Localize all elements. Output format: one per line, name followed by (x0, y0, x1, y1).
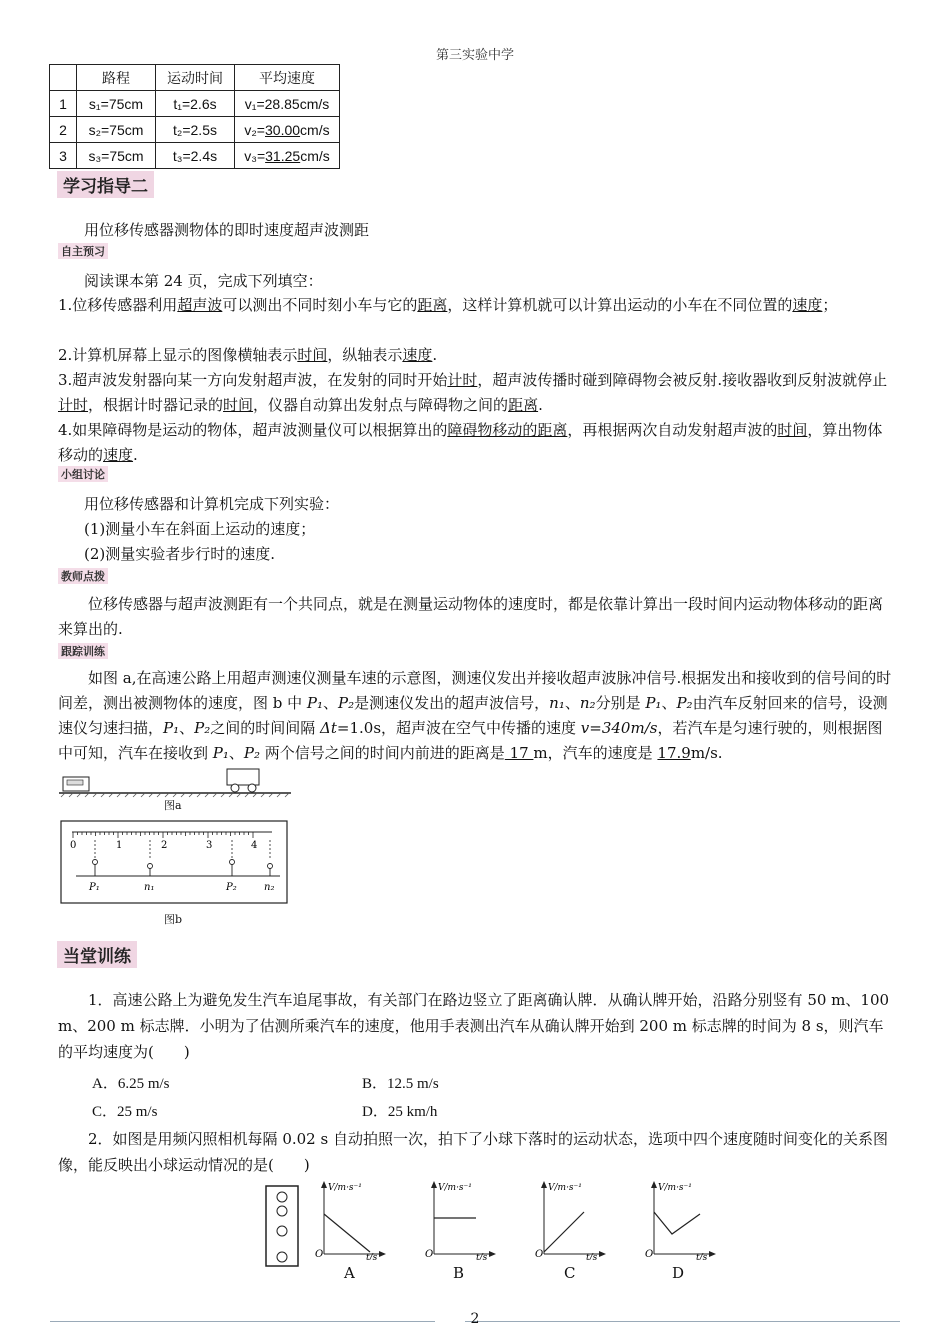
graph-b (422, 1178, 498, 1260)
graph-d (642, 1178, 718, 1260)
option-d: D．25 km/h (362, 1104, 438, 1120)
discuss-item-1: (1)测量小车在斜面上运动的速度； (84, 520, 316, 538)
graph-x-label: t/s (366, 1253, 378, 1260)
section-banner-guide2: 学习指导二 (57, 171, 154, 198)
signal-label: n₁ (144, 882, 155, 893)
training-question-2: 2．如图是用频闪照相机每隔 0.02 s 自动拍照一次，拍下了小球下落时的运动状态，选项中四个速度随时间变化的关系图像，能反映出小球运动情况的是( ) (58, 1130, 888, 1174)
graph-x-label: t/s (696, 1253, 708, 1260)
option-b: B．12.5 m/s (362, 1076, 439, 1092)
tick-label: 0 (70, 840, 77, 851)
teacher-note: 位移传感器与超声波测距有一个共同点，就是在测量运动物体的速度时，都是依靠计算出一段时间内运动物体移动的距离来算出的. (58, 595, 884, 638)
figure-a-caption: 图a (164, 799, 182, 812)
question-2: 2.计算机屏幕上显示的图像横轴表示时间，纵轴表示速度. (58, 346, 438, 364)
time-cell: t₁=2.6s (156, 91, 235, 117)
table-row (50, 143, 340, 169)
table-row (50, 91, 340, 117)
graph-origin: O (425, 1249, 434, 1260)
graph-c (532, 1178, 608, 1260)
speed-gun-icon (63, 777, 89, 791)
tag-teacher: 教师点拨 (58, 568, 108, 584)
distance-cell: s₃=75cm (77, 143, 156, 169)
distance-cell: s₂=75cm (77, 117, 156, 143)
training-question-1: 1．高速公路上为避免发生汽车追尾事故，有关部门在路边竖立了距离确认牌．从确认牌开始，沿路分别竖有 50 m、100 m、200 m 标志牌．小明为了估测所乘汽车的速度，他用手表测出汽车从确认牌开始到 200 m 标志牌的时间为 8 s，则汽车的平均速度为( ) (58, 991, 890, 1061)
discuss-item-2: (2)测量实验者步行时的速度. (84, 545, 276, 563)
question-4: 4.如果障碍物是运动的物体，超声波测量仪可以根据算出的障碍物移动的距离，再根据两次自动发射超声波的时间，算出物体移动的速度. (58, 421, 883, 464)
tag-preview: 自主预习 (58, 243, 108, 259)
graph-letter-a: A (344, 1264, 355, 1282)
signal-label: P₁ (89, 882, 100, 893)
graph-y-label: V/m·s⁻¹ (328, 1183, 362, 1193)
graph-y-label: V/m·s⁻¹ (658, 1183, 692, 1193)
row-number: 2 (50, 117, 77, 143)
preview-intro: 阅读课本第 24 页，完成下列填空： (84, 272, 323, 290)
table-row (50, 117, 340, 143)
speed-cell: v₃=31.25cm/s (235, 143, 340, 169)
time-cell: t₃=2.4s (156, 143, 235, 169)
tick-label: 4 (251, 840, 258, 851)
tick-label: 3 (206, 840, 213, 851)
car-icon (227, 769, 259, 792)
graph-x-label: t/s (476, 1253, 488, 1260)
page-number: 2 (470, 1311, 480, 1327)
option-a: A．6.25 m/s (92, 1076, 170, 1092)
tick-label: 2 (161, 840, 168, 851)
table-header-cell: 运动时间 (156, 65, 235, 91)
speed-cell: v₂=30.00cm/s (235, 117, 340, 143)
tag-track: 跟踪训练 (58, 643, 108, 659)
topic-line: 用位移传感器测物体的即时速度超声波测距 (84, 221, 370, 239)
discuss-intro: 用位移传感器和计算机完成下列实验： (84, 495, 340, 513)
graph-origin: O (645, 1249, 654, 1260)
graph-x-label: t/s (586, 1253, 598, 1260)
table-header-cell (50, 65, 77, 91)
tag-discuss: 小组讨论 (58, 466, 108, 482)
question-1: 1.位移传感器利用超声波可以测出不同时刻小车与它的距离，这样计算机就可以计算出运动的小车在不同位置的速度； (58, 296, 838, 314)
graph-origin: O (315, 1249, 324, 1260)
strobe-photo-figure (262, 1182, 302, 1270)
graph-y-label: V/m·s⁻¹ (438, 1183, 472, 1193)
row-number: 1 (50, 91, 77, 117)
figure-b-signal-scale (58, 818, 290, 906)
school-header: 第三实验中学 (435, 48, 514, 63)
signal-label: P₂ (226, 882, 237, 893)
speed-cell: v₁=28.85cm/s (235, 91, 340, 117)
graph-origin: O (535, 1249, 544, 1260)
speed-table (49, 64, 340, 169)
graph-letter-d: D (672, 1264, 685, 1282)
table-header-cell: 平均速度 (235, 65, 340, 91)
table-header-cell: 路程 (77, 65, 156, 91)
signal-label: n₂ (264, 882, 275, 893)
figure-b-caption: 图b (164, 913, 183, 926)
graph-a (312, 1178, 388, 1260)
option-c: C．25 m/s (92, 1104, 158, 1120)
question-3: 3.超声波发射器向某一方向发射超声波，在发射的同时开始计时，超声波传播时碰到障碍物会被反射.接收器收到反射波就停止计时，根据计时器记录的时间，仪器自动算出发射点与障碍物之间的距离. (58, 371, 888, 414)
distance-cell: s₁=75cm (77, 91, 156, 117)
section-banner-training: 当堂训练 (57, 941, 137, 968)
graph-letter-c: C (564, 1264, 576, 1282)
table-header-row (50, 65, 340, 91)
tick-label: 1 (116, 840, 123, 851)
track-problem: 如图 a,在高速公路上用超声测速仪测量车速的示意图，测速仪发出并接收超声波脉冲信号.根据发出和接收到的信号间的时间差，测出被测物体的速度，图 b 中 P₁、P₂是测速仪发出的超声波信号，n₁、n₂分别是 P₁、P₂由汽车反射回来的信号，设测速仪匀速扫描，P₁、P₂之间的时间间隔 Δt=1.0s，超声波在空气中传播的速度 v=340m/s，若汽车是匀速行驶的，则根据图中可知，汽车在接收到 P₁、P₂ 两个信号之间的时间内前进的距离是 17 m，汽车的速度是 17.9m/s. (58, 669, 892, 762)
time-cell: t₂=2.5s (156, 117, 235, 143)
row-number: 3 (50, 143, 77, 169)
graph-letter-b: B (453, 1264, 465, 1282)
graph-y-label: V/m·s⁻¹ (548, 1183, 582, 1193)
